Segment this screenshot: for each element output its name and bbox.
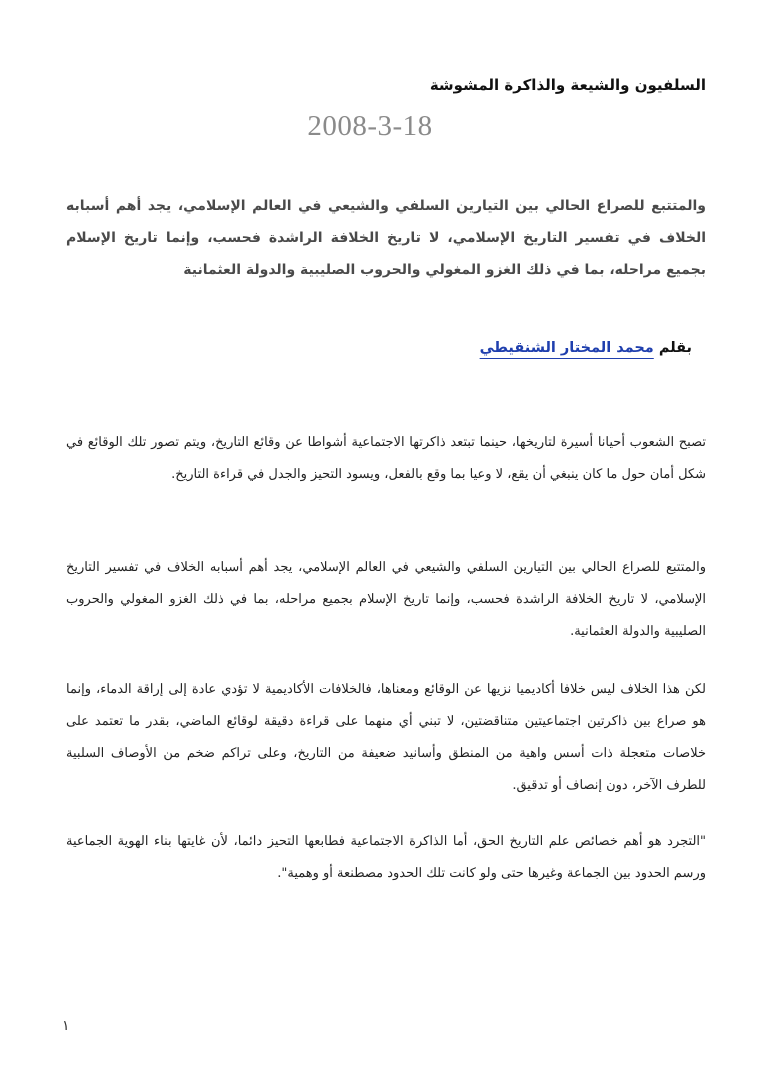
article-title: السلفيون والشيعة والذاكرة المشوشة [429,76,706,94]
author-line [480,340,692,356]
article-lead: والمتتبع للصراع الحالي بين التيارين السلفي والشيعي في العالم الإسلامي، يجد أهم أسبابه الخلاف في تفسير التاريخ الإسلامي، لا تاريخ الخلافة الراشدة فحسب، وإنما تاريخ الإسلام بجميع مراحله، بما في ذلك الغزو المغولي والحروب الصليبية والدولة العثمانية [66,198,706,278]
page-number: ١ [62,1018,70,1034]
body-paragraph-3: لكن هذا الخلاف ليس خلافا أكاديميا نزيها عن الوقائع ومعناها، فالخلافات الأكاديمية لا تؤدي عادة إلى إراقة الدماء، وإنما هو صراع بين ذاكرتين اجتماعيتين متناقضتين، لا تبني أي منهما على قراءة دقيقة لوقائع الماضي، بقدر ما تعتمد على خلاصات متعجلة ذات أسس واهية من المنطق وأسانيد ضعيفة من التاريخ، وعلى تراكم ضخم من الأوصاف السلبية للطرف الآخر، دون إنصاف أو تدقيق. [66,682,706,793]
body-paragraph-2: والمتتبع للصراع الحالي بين التيارين السلفي والشيعي في العالم الإسلامي، يجد أهم أسبابه الخلاف في تفسير التاريخ الإسلامي، لا تاريخ الخلافة الراشدة فحسب، وإنما تاريخ الإسلام بجميع مراحله، بما في ذلك الغزو المغولي والحروب الصليبية والدولة العثمانية. [66,560,706,639]
author-link[interactable]: محمد المختار الشنقيطي [479,340,654,356]
body-paragraph-4: "التجرد هو أهم خصائص علم التاريخ الحق، أما الذاكرة الاجتماعية فطابعها التحيز دائما، لأن غايتها بناء الهوية الجماعية ورسم الحدود بين الجماعة وغيرها حتى ولو كانت تلك الحدود مصطنعة أو وهمية". [66,834,706,881]
author-prefix: بقلم [653,340,692,356]
body-paragraph-1: تصبح الشعوب أحيانا أسيرة لتاريخها، حينما تبتعد ذاكرتها الاجتماعية أشواطا عن وقائع التاريخ، ويتم تصور تلك الوقائع في شكل أمان حول ما كان ينبغي أن يقع، لا وعيا بما وقع بالفعل، ويسود التحيز والجدل في قراءة التاريخ. [66,435,706,482]
article-date: 2008-3-18 [307,110,433,142]
